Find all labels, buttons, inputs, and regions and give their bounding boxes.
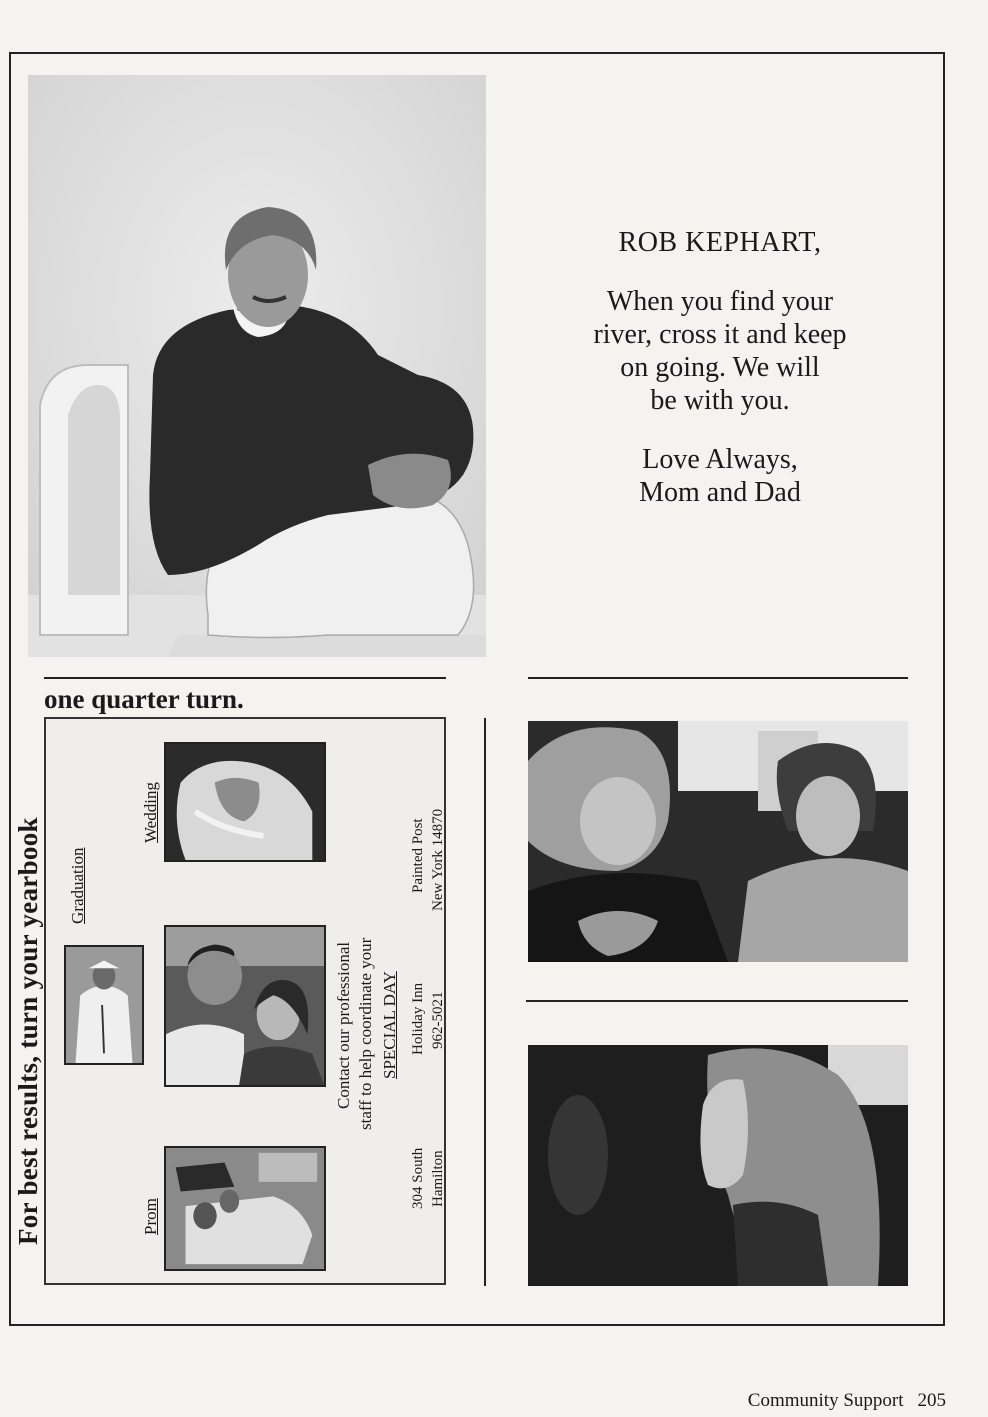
dedication-text: [530, 226, 910, 509]
page-footer: [748, 1390, 946, 1412]
signoff-line: Love Always,: [642, 444, 798, 475]
graduation-label: Graduation: [68, 847, 87, 924]
page-number: 205: [917, 1390, 946, 1411]
divider-left: [44, 677, 446, 679]
divider-vertical: [484, 718, 486, 1286]
address-phone: 962-5021: [430, 991, 446, 1049]
ad-pitch-line: Contact our professional: [334, 941, 353, 1109]
students-photo-1: [528, 721, 908, 962]
divider-right-top: [528, 677, 908, 679]
couple-photo: [164, 925, 326, 1087]
wedding-photo: [164, 742, 326, 862]
address-street-2: Hamilton: [430, 1150, 446, 1207]
footer-section: Community Support: [747, 1390, 904, 1411]
signoff-line: Mom and Dad: [639, 477, 801, 508]
prom-label: Prom: [141, 1198, 160, 1235]
graduation-photo: [64, 945, 144, 1065]
message-line: on going. We will: [620, 352, 820, 383]
portrait-photo: [28, 75, 486, 657]
sidebar-vertical-text: For best results, turn your yearbook: [13, 817, 43, 1245]
wedding-label: Wedding: [141, 782, 160, 843]
photography-ad: [44, 717, 446, 1285]
special-day-label: SPECIAL DAY: [380, 971, 399, 1079]
address-state-zip: New York 14870: [430, 808, 446, 911]
dedication-signoff: [530, 443, 910, 509]
turn-instruction: one quarter turn.: [44, 684, 244, 714]
dedication-name: ROB KEPHART,: [618, 227, 822, 258]
dedication-message: [530, 285, 910, 417]
message-line: be with you.: [650, 385, 790, 416]
address-venue: Holiday Inn: [410, 982, 426, 1055]
divider-right-mid: [526, 1000, 908, 1002]
students-photo-2: [528, 1045, 908, 1286]
message-line: When you find your: [606, 286, 834, 317]
ad-pitch-line: staff to help coordinate your: [356, 937, 375, 1130]
message-line: river, cross it and keep: [593, 319, 847, 350]
address-street-1: 304 South: [410, 1147, 426, 1209]
prom-photo: [164, 1146, 326, 1271]
address-city: Painted Post: [410, 818, 426, 893]
